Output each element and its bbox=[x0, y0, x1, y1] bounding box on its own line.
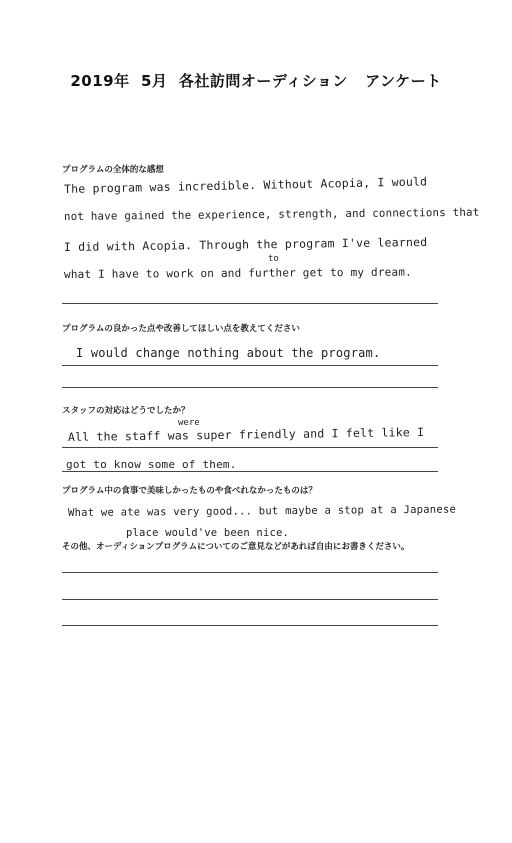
answer-3-line-1: All the staff was super friendly and I felt like I bbox=[67, 425, 425, 444]
answer-3-line-2: got to know some of them. bbox=[66, 458, 237, 471]
answer-2-line-1: I would change nothing about the program. bbox=[76, 346, 381, 360]
answer-3-rule-2 bbox=[62, 471, 438, 472]
answer-2-rule-1 bbox=[62, 365, 438, 366]
answer-4-line-2: place would've been nice. bbox=[126, 527, 290, 539]
answer-1-line-1: The program was incredible. Without Acopia, I would bbox=[63, 174, 428, 196]
question-2-label: プログラムの良かった点や改善してほしい点を教えてください bbox=[62, 324, 300, 334]
answer-1-line-2: not have gained the experience, strength, and connections that bbox=[63, 205, 480, 223]
question-4-label: プログラム中の食事で美味しかったものや食べれなかったものは？ bbox=[62, 486, 317, 496]
answer-5-rule-3 bbox=[62, 625, 438, 626]
answer-5-rule-1 bbox=[62, 572, 438, 573]
answer-3-insertion: were bbox=[178, 418, 200, 428]
page-title: 2019年 5月 各社訪問オーディション アンケート bbox=[70, 72, 442, 90]
answer-2-rule-2 bbox=[62, 387, 438, 388]
answer-1-rule bbox=[62, 303, 438, 304]
question-1-label: プログラムの全体的な感想 bbox=[62, 165, 164, 175]
answer-3-rule-1 bbox=[62, 447, 438, 448]
answer-5-rule-2 bbox=[62, 599, 438, 600]
question-5-label: その他、オーディションプログラムについてのご意見などがあれば自由にお書きください。 bbox=[62, 542, 410, 552]
answer-4-line-1: What we ate was very good... but maybe a stop at a Japanese bbox=[67, 503, 457, 519]
question-3-label: スタッフの対応はどうでしたか？ bbox=[62, 406, 190, 416]
answer-1-insertion: to bbox=[268, 254, 279, 264]
answer-1-line-3: I did with Acopia. Through the program I've learned bbox=[63, 234, 428, 254]
answer-1-line-4: what I have to work on and further get to my dream. bbox=[63, 265, 412, 281]
